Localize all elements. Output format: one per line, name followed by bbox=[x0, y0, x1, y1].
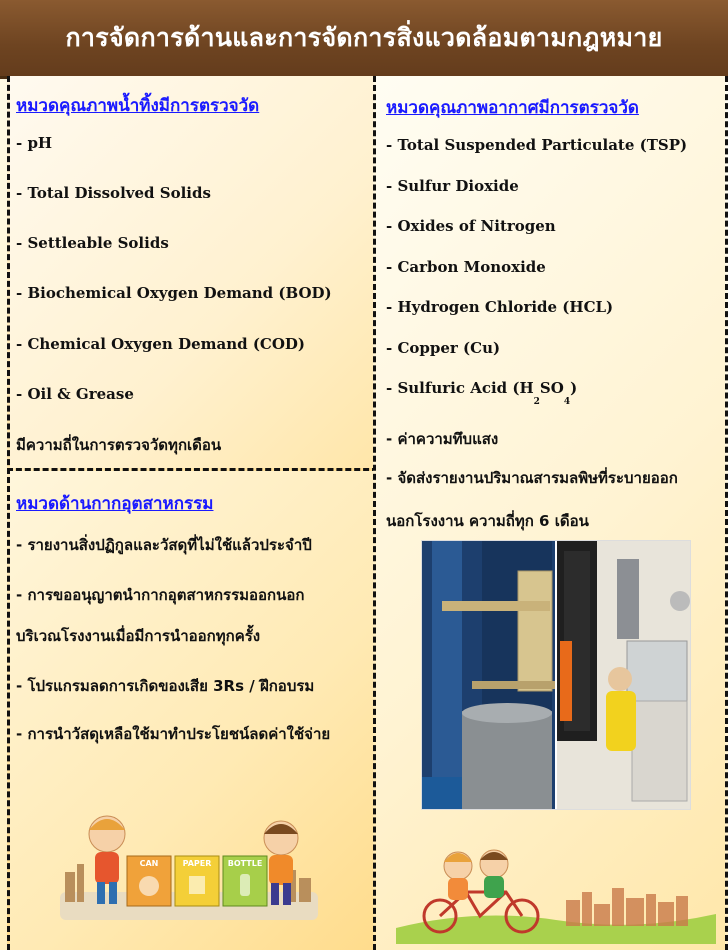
water-frequency-note: มีความถี่ในการตรวจวัดทุกเดือน bbox=[16, 436, 222, 454]
water-item-ph: - pH bbox=[16, 134, 53, 152]
header-banner bbox=[0, 0, 728, 79]
water-item-oil-grease: - Oil & Grease bbox=[16, 385, 134, 403]
acid-sub-4: 4 bbox=[563, 397, 571, 407]
water-quality-section bbox=[7, 76, 378, 474]
water-item-settleable: - Settleable Solids bbox=[16, 234, 169, 252]
air-item-tsp: - Total Suspended Particulate (TSP) bbox=[386, 136, 688, 154]
waste-item-permit: - การขออนุญาตนำกากอุตสาหกรรมออกนอก bbox=[16, 586, 305, 604]
page-title: การจัดการด้านและการจัดการสิ่งแวดล้อมตามกฎหมาย bbox=[65, 23, 663, 52]
bicycle-kids-illustration bbox=[396, 848, 716, 944]
waste-item-permit-cont: บริเวณโรงงานเมื่อมีการนำออกทุกครั้ง bbox=[16, 627, 261, 645]
acid-sub-2: 2 bbox=[533, 397, 540, 407]
sampling-photo-collage bbox=[421, 540, 691, 810]
air-item-nox: - Oxides of Nitrogen bbox=[386, 217, 556, 235]
waste-item-annual-report: - รายงานสิ่งปฏิกูลและวัสดุที่ไม่ใช้แล้วประจำปี bbox=[16, 536, 312, 554]
air-item-copper: - Copper (Cu) bbox=[386, 339, 501, 357]
waste-section-title: หมวดด้านกากอุตสาหกรรม bbox=[16, 494, 214, 514]
acid-prefix: - Sulfuric Acid (H bbox=[386, 379, 534, 397]
air-item-report-cont: นอกโรงงาน ความถี่ทุก 6 เดือน bbox=[386, 512, 589, 530]
air-item-hcl: - Hydrogen Chloride (HCL) bbox=[386, 298, 614, 316]
recycling-kids-illustration bbox=[55, 812, 323, 924]
water-section-title: หมวดคุณภาพน้ำทิ้งมีการตรวจวัด bbox=[16, 96, 260, 116]
bin-label-bottle: BOTTLE bbox=[227, 859, 263, 868]
water-item-cod: - Chemical Oxygen Demand (COD) bbox=[16, 335, 306, 353]
air-section-title: หมวดคุณภาพอากาศมีการตรวจวัด bbox=[386, 98, 639, 118]
water-item-bod: - Biochemical Oxygen Demand (BOD) bbox=[16, 284, 332, 302]
waste-item-3rs: - โปรแกรมลดการเกิดของเสีย 3Rs / ฝึกอบรม bbox=[16, 677, 315, 695]
air-item-opacity: - ค่าความทึบแสง bbox=[386, 430, 499, 448]
air-item-report: - จัดส่งรายงานปริมาณสารมลพิษที่ระบายออก bbox=[386, 469, 678, 487]
water-item-tds: - Total Dissolved Solids bbox=[16, 184, 211, 202]
air-item-so2: - Sulfur Dioxide bbox=[386, 177, 519, 195]
waste-item-reuse: - การนำวัสดุเหลือใช้มาทำประโยชน์ลดค่าใช้จ่าย bbox=[16, 725, 331, 743]
air-item-co: - Carbon Monoxide bbox=[386, 258, 546, 276]
acid-suffix: ) bbox=[570, 379, 578, 397]
acid-mid: SO bbox=[539, 379, 564, 397]
air-item-sulfuric-acid bbox=[386, 379, 578, 407]
bin-label-can: CAN bbox=[139, 859, 159, 868]
bin-label-paper: PAPER bbox=[182, 859, 212, 868]
